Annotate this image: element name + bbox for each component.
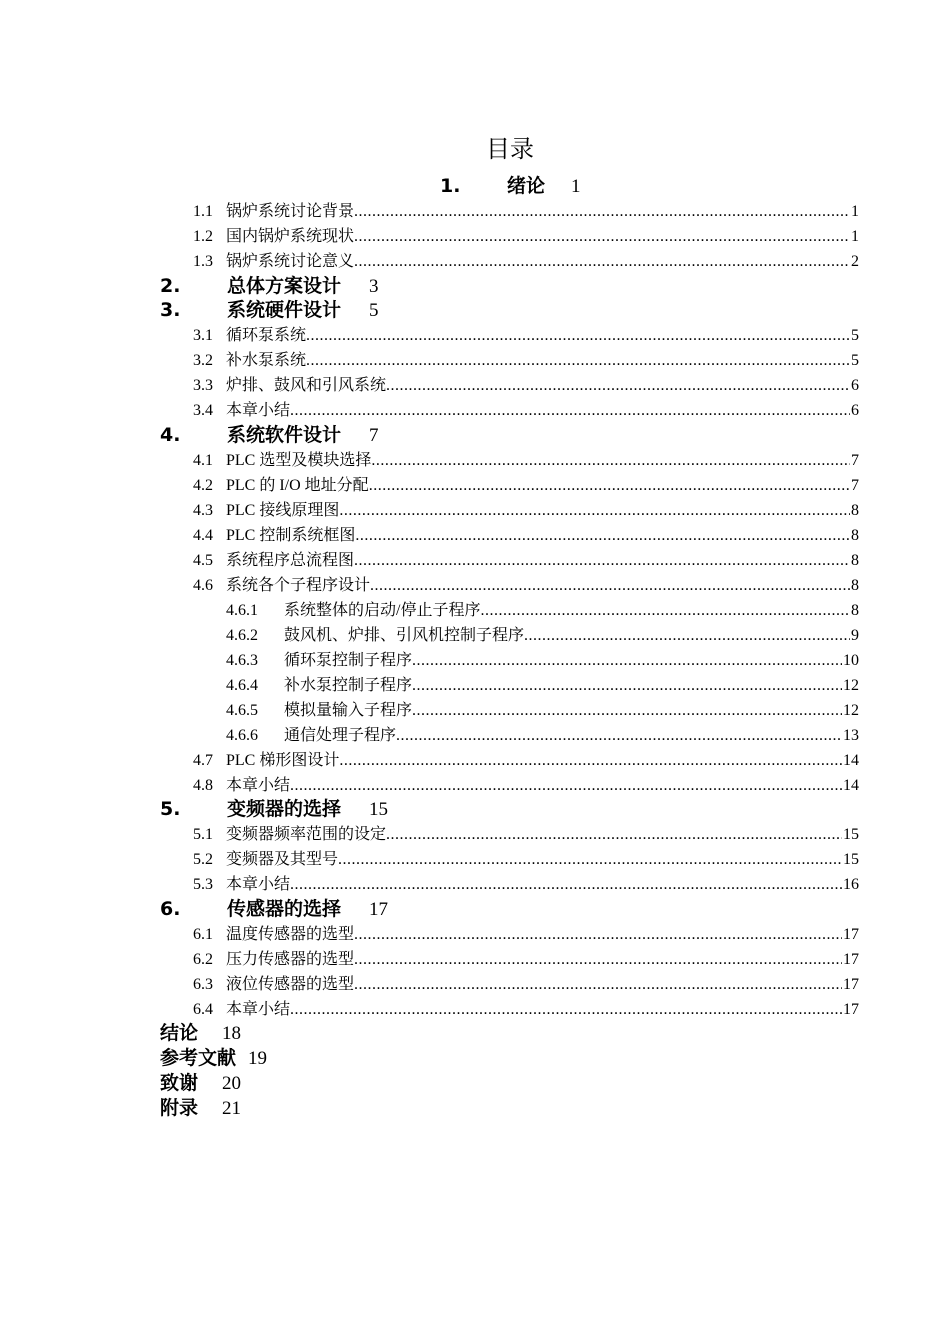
- chapter-label: 系统软件设计: [227, 424, 342, 446]
- chapter-page: 15: [369, 799, 389, 820]
- dot-leader: [386, 373, 850, 398]
- page-title: 目录: [486, 135, 534, 163]
- dot-leader: [386, 822, 842, 847]
- chapter-label: 总体方案设计: [227, 275, 342, 297]
- section-label: PLC 选型及模块选择: [226, 452, 372, 469]
- section-page: 2: [851, 253, 859, 270]
- subsection-label: 系统整体的启动/停止子程序: [284, 602, 481, 619]
- dot-leader: [306, 348, 850, 373]
- toc-appendix[interactable]: [160, 1096, 241, 1121]
- toc-section[interactable]: [193, 573, 859, 598]
- section-page: 17: [843, 926, 859, 943]
- dot-leader: [354, 947, 842, 972]
- dot-leader: [371, 448, 850, 473]
- dot-leader: [290, 872, 842, 897]
- entry-label: 结论: [160, 1022, 199, 1044]
- subsection-number: 4.6.2: [226, 627, 258, 644]
- section-number: 4.6: [193, 577, 213, 594]
- subsection-page: 12: [843, 702, 859, 719]
- section-page: 14: [843, 752, 859, 769]
- chapter-number: 3.: [160, 299, 181, 321]
- toc-conclusion[interactable]: [160, 1021, 241, 1046]
- section-number: 1.1: [193, 203, 213, 220]
- subsection-label: 鼓风机、炉排、引风机控制子程序: [284, 627, 525, 644]
- toc-subsection[interactable]: [226, 648, 859, 673]
- chapter-number: 4.: [160, 424, 181, 446]
- toc-subsection[interactable]: [226, 673, 859, 698]
- section-page: 5: [851, 352, 859, 369]
- dot-leader: [354, 922, 842, 947]
- section-page: 14: [843, 777, 859, 794]
- section-page: 17: [843, 951, 859, 968]
- toc-references[interactable]: [160, 1046, 267, 1071]
- dot-leader: [290, 398, 850, 423]
- chapter-label: 绪论: [507, 175, 546, 197]
- toc-chapter-3[interactable]: [160, 298, 379, 323]
- dot-leader: [306, 323, 850, 348]
- section-page: 7: [851, 452, 859, 469]
- chapter-number: 2.: [160, 275, 181, 297]
- toc-section[interactable]: [193, 822, 859, 847]
- toc-section[interactable]: [193, 997, 859, 1022]
- toc-subsection[interactable]: [226, 723, 859, 748]
- section-number: 5.1: [193, 826, 213, 843]
- section-number: 3.2: [193, 352, 213, 369]
- toc-section[interactable]: [193, 498, 859, 523]
- dot-leader: [412, 673, 842, 698]
- section-page: 17: [843, 976, 859, 993]
- dot-leader: [339, 498, 850, 523]
- dot-leader: [412, 648, 842, 673]
- section-number: 4.4: [193, 527, 213, 544]
- section-label: 温度传感器的选型: [226, 926, 355, 943]
- toc-section[interactable]: [193, 199, 859, 224]
- section-label: PLC 接线原理图: [226, 502, 340, 519]
- chapter-number: 1.: [440, 175, 461, 197]
- section-label: 本章小结: [226, 876, 291, 893]
- chapter-number: 6.: [160, 898, 181, 920]
- section-label: 液位传感器的选型: [226, 976, 355, 993]
- section-number: 4.2: [193, 477, 213, 494]
- section-label: 国内锅炉系统现状: [226, 228, 355, 245]
- chapter-page: 3: [369, 276, 379, 297]
- dot-leader: [369, 473, 850, 498]
- subsection-label: 补水泵控制子程序: [284, 677, 413, 694]
- section-label: 循环泵系统: [226, 327, 307, 344]
- toc-section[interactable]: [193, 249, 859, 274]
- toc-acknowledgements[interactable]: [160, 1071, 241, 1096]
- subsection-number: 4.6.6: [226, 727, 258, 744]
- section-label: 本章小结: [226, 402, 291, 419]
- section-page: 16: [843, 876, 859, 893]
- entry-label: 致谢: [160, 1072, 199, 1094]
- subsection-number: 4.6.3: [226, 652, 258, 669]
- section-page: 17: [843, 1001, 859, 1018]
- section-number: 4.5: [193, 552, 213, 569]
- dot-leader: [354, 224, 850, 249]
- entry-label: 附录: [160, 1097, 199, 1119]
- entry-page: 21: [222, 1098, 242, 1119]
- chapter-label: 系统硬件设计: [227, 299, 342, 321]
- chapter-label: 变频器的选择: [227, 798, 342, 820]
- toc-section[interactable]: [193, 473, 859, 498]
- dot-leader: [354, 199, 850, 224]
- dot-leader: [290, 997, 842, 1022]
- toc-section[interactable]: [193, 972, 859, 997]
- section-label: PLC 梯形图设计: [226, 752, 340, 769]
- section-page: 1: [851, 228, 859, 245]
- section-page: 5: [851, 327, 859, 344]
- subsection-page: 10: [843, 652, 859, 669]
- subsection-label: 通信处理子程序: [284, 727, 397, 744]
- chapter-label: 传感器的选择: [227, 898, 342, 920]
- section-label: 锅炉系统讨论意义: [226, 253, 355, 270]
- chapter-page: 7: [369, 425, 379, 446]
- section-number: 6.4: [193, 1001, 213, 1018]
- toc-section[interactable]: [193, 947, 859, 972]
- toc-subsection[interactable]: [226, 623, 859, 648]
- entry-label: 参考文献: [160, 1047, 237, 1069]
- toc-chapter-5[interactable]: [160, 797, 388, 822]
- toc-section[interactable]: [193, 224, 859, 249]
- section-number: 5.3: [193, 876, 213, 893]
- section-page: 6: [851, 377, 859, 394]
- entry-page: 19: [248, 1048, 268, 1069]
- toc-section[interactable]: [193, 523, 859, 548]
- section-number: 1.3: [193, 253, 213, 270]
- section-number: 1.2: [193, 228, 213, 245]
- toc-section[interactable]: [193, 323, 859, 348]
- section-label: 本章小结: [226, 1001, 291, 1018]
- dot-leader: [354, 249, 850, 274]
- section-label: 炉排、鼓风和引风系统: [226, 377, 387, 394]
- subsection-label: 循环泵控制子程序: [284, 652, 413, 669]
- section-label: PLC 的 I/O 地址分配: [226, 477, 369, 494]
- section-number: 3.3: [193, 377, 213, 394]
- subsection-number: 4.6.1: [226, 602, 258, 619]
- subsection-page: 12: [843, 677, 859, 694]
- toc-section[interactable]: [193, 773, 859, 798]
- toc-section[interactable]: [193, 398, 859, 423]
- toc-section[interactable]: [193, 748, 859, 773]
- section-number: 3.4: [193, 402, 213, 419]
- section-label: 锅炉系统讨论背景: [226, 203, 355, 220]
- dot-leader: [480, 598, 850, 623]
- section-page: 8: [851, 552, 859, 569]
- section-page: 8: [851, 577, 859, 594]
- toc-chapter-4[interactable]: [160, 423, 379, 448]
- entry-page: 20: [222, 1073, 242, 1094]
- section-number: 5.2: [193, 851, 213, 868]
- dot-leader: [338, 847, 842, 872]
- dot-leader: [354, 548, 850, 573]
- section-label: 补水泵系统: [226, 352, 307, 369]
- toc-section[interactable]: [193, 548, 859, 573]
- subsection-label: 模拟量输入子程序: [284, 702, 413, 719]
- toc-section[interactable]: [193, 373, 859, 398]
- chapter-page: 5: [369, 300, 379, 321]
- section-number: 6.2: [193, 951, 213, 968]
- section-label: 压力传感器的选型: [226, 951, 355, 968]
- toc-subsection[interactable]: [226, 598, 859, 623]
- chapter-page: 1: [571, 176, 581, 197]
- section-label: PLC 控制系统框图: [226, 527, 356, 544]
- section-number: 4.1: [193, 452, 213, 469]
- chapter-page: 17: [369, 899, 389, 920]
- toc-chapter-2[interactable]: [160, 274, 379, 299]
- section-number: 6.3: [193, 976, 213, 993]
- dot-leader: [524, 623, 850, 648]
- chapter-number: 5.: [160, 798, 181, 820]
- section-number: 6.1: [193, 926, 213, 943]
- dot-leader: [355, 523, 850, 548]
- section-page: 1: [851, 203, 859, 220]
- section-number: 4.7: [193, 752, 213, 769]
- dot-leader: [412, 698, 842, 723]
- section-label: 本章小结: [226, 777, 291, 794]
- section-number: 4.3: [193, 502, 213, 519]
- toc-section[interactable]: [193, 448, 859, 473]
- section-label: 变频器频率范围的设定: [226, 826, 387, 843]
- section-label: 系统各个子程序设计: [226, 577, 371, 594]
- subsection-number: 4.6.5: [226, 702, 258, 719]
- toc-subsection[interactable]: [226, 698, 859, 723]
- toc-chapter-1[interactable]: [440, 174, 581, 199]
- section-page: 15: [843, 851, 859, 868]
- entry-page: 18: [222, 1023, 242, 1044]
- toc-section[interactable]: [193, 922, 859, 947]
- subsection-page: 9: [851, 627, 859, 644]
- subsection-page: 13: [843, 727, 859, 744]
- section-page: 6: [851, 402, 859, 419]
- subsection-page: 8: [851, 602, 859, 619]
- section-page: 15: [843, 826, 859, 843]
- section-label: 变频器及其型号: [226, 851, 339, 868]
- subsection-number: 4.6.4: [226, 677, 258, 694]
- section-page: 8: [851, 527, 859, 544]
- toc-chapter-6[interactable]: [160, 897, 388, 922]
- toc-section[interactable]: [193, 348, 859, 373]
- dot-leader: [290, 773, 842, 798]
- dot-leader: [396, 723, 842, 748]
- section-page: 7: [851, 477, 859, 494]
- toc-section[interactable]: [193, 847, 859, 872]
- dot-leader: [339, 748, 842, 773]
- section-label: 系统程序总流程图: [226, 552, 355, 569]
- section-number: 4.8: [193, 777, 213, 794]
- dot-leader: [370, 573, 850, 598]
- section-number: 3.1: [193, 327, 213, 344]
- toc-section[interactable]: [193, 872, 859, 897]
- dot-leader: [354, 972, 842, 997]
- section-page: 8: [851, 502, 859, 519]
